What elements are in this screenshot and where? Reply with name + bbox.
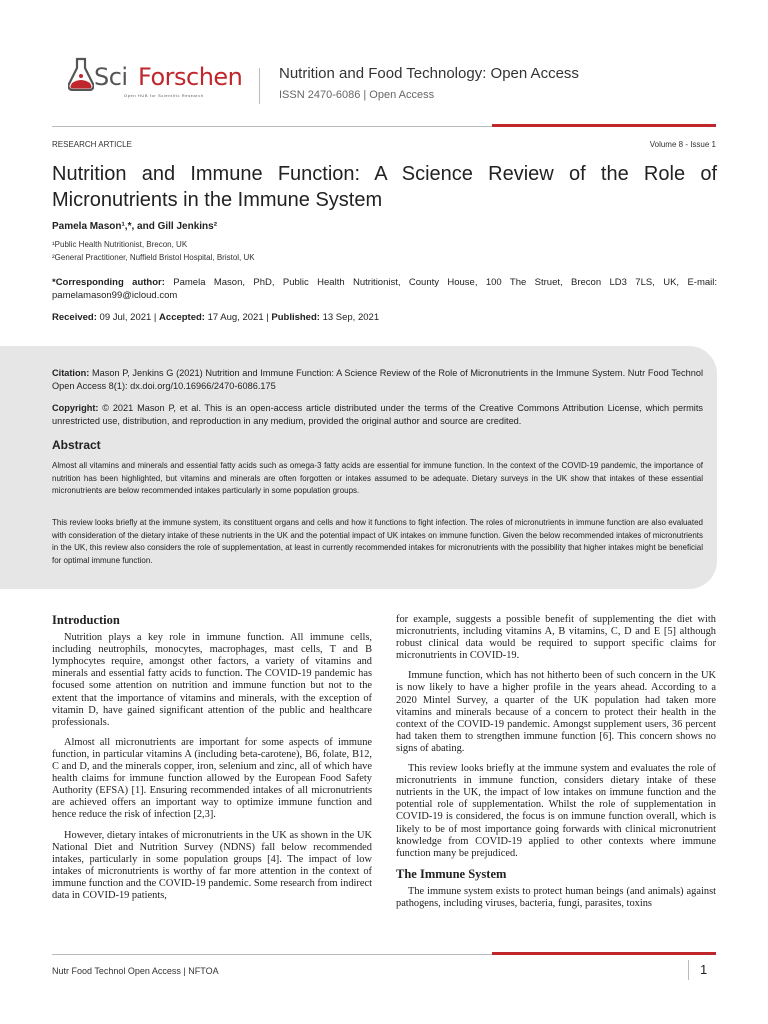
citation-text: Mason P, Jenkins G (2021) Nutrition and Immune Function: A Science Review of the Role of Micronutrients in the Immune System. Nutr Food Technol Open Access 8(1): dx.doi.org/10.16966/2470-6086.175	[52, 368, 703, 391]
immune-system-heading: The Immune System	[396, 866, 507, 881]
body-column-right	[396, 614, 716, 918]
article-title: Nutrition and Immune Function: A Science Review of the Role of Micronutrients in the Immune System	[52, 163, 717, 211]
footer-journal: Nutr Food Technol Open Access | NFTOA	[52, 966, 219, 976]
copyright	[52, 402, 703, 428]
body-paragraph: for example, suggests a possible benefit of supplementing the diet with micronutrients, including vitamins A, B vitamins, C, D and E [5] although robust clinical data would be required to support specific claims for micronutrients in COVID-19.	[396, 614, 716, 662]
body-paragraph: Immune function, which has not hitherto been of such concern in the UK is now likely to have a higher profile in the years ahead. According to a 2020 Mintel Survey, a quarter of the UK population had taken more vitamins and minerals because of a concern to protect their health in the context of the COVID-19 pandemic. Amongst supplement users, 36 percent had taken them to strengthen immune function [6]. This concern shows no signs of abating.	[396, 670, 716, 754]
footer-rule-accent	[492, 952, 716, 955]
received-date: 09 Jul, 2021 |	[96, 312, 160, 323]
volume-issue: Volume 8 - Issue 1	[649, 140, 716, 149]
body-paragraph: Nutrition plays a key role in immune function. All immune cells, including neutrophils, monocytes, macrophages, mast cells, T and B lymphocytes require, amongst other factors, a variety of vitamins and minerals and essential fatty acids to function. The COVID-19 pandemic has focused some attention on nutrition and immune function but not to the extent that the importance of vitamins and minerals, with the exception of vitamin D, have gained significant attention of the public and healthcare professionals.	[52, 632, 372, 728]
page-number: 1	[700, 962, 708, 977]
abstract-paragraph-1: Almost all vitamins and minerals and essential fatty acids such as omega-3 fatty acids are essential for immune function. In the context of the COVID-19 pandemic, the importance of nutrition has been highlighted, but vitamins and minerals are often forgotten or intakes assumed to be adequate. Dietary surveys in the UK show that intakes of these essential micronutrients are below recommended intakes particularly in some population groups.	[52, 461, 703, 496]
body-paragraph: The immune system exists to protect human beings (and animals) against pathogens, including viruses, bacteria, fungi, parasites, toxins	[396, 885, 716, 909]
copyright-label: Copyright:	[52, 403, 99, 413]
published-label: Published:	[271, 312, 320, 323]
abstract-heading: Abstract	[52, 438, 101, 452]
header-rule-accent	[492, 124, 716, 127]
authors: Pamela Mason¹,*, and Gill Jenkins²	[52, 221, 218, 232]
publisher-logo	[68, 55, 246, 103]
introduction-heading: Introduction	[52, 613, 120, 627]
citation-label: Citation:	[52, 368, 90, 378]
accepted-label: Accepted:	[159, 312, 205, 323]
accepted-date: 17 Aug, 2021 |	[204, 312, 272, 323]
body-paragraph: However, dietary intakes of micronutrients in the UK as shown in the UK National Diet and Nutrition Survey (NDNS) fall below recommended intakes, particularly in some population groups [4]. The impact of low intakes of micronutrients is worthy of far more attention in the context of immune function and the COVID-19 pandemic. Some research from indirect data in COVID-19 patients,	[52, 829, 372, 901]
logo-forschen-text: Forschen	[138, 63, 243, 91]
affiliation-1: ¹Public Health Nutritionist, Brecon, UK	[52, 240, 188, 249]
corresponding-author	[52, 276, 717, 302]
received-label: Received:	[52, 312, 97, 323]
header-divider	[259, 68, 260, 104]
published-date: 13 Sep, 2021	[319, 312, 380, 323]
article-dates	[52, 312, 379, 323]
body-column-left	[52, 614, 372, 910]
logo-tagline: Open HUB for Scientific Research	[124, 93, 204, 98]
corr-text: Pamela Mason, PhD, Public Health Nutritionist, County House, 100 The Struet, Brecon LD3 7LS, UK, E-mail: pamelamason99@icloud.com	[52, 277, 718, 301]
article-type: RESEARCH ARTICLE	[52, 140, 132, 149]
affiliation-2: ²General Practitioner, Nuffield Bristol Hospital, Bristol, UK	[52, 253, 255, 262]
abstract-paragraph-2: This review looks briefly at the immune system, its constituent organs and cells and how it functions to fight infection. The roles of micronutrients in immune function are also evaluated with consideration of the dietary intake of these nutrients in the UK and the potential impact of UK intakes on immune function. Given the below recommended intakes of micronutrients in the UK, this review also considers the role of supplementation, at least in currently recommended intakes for micronutrients with the possibility that higher intakes might be beneficial for optimal immune function.	[52, 518, 703, 565]
body-paragraph: This review looks briefly at the immune system and evaluates the role of micronutrients in immune function, considers dietary intake of these nutrients in the UK, the impact of low intakes on immune function and the potential role of supplementation. Whilst the role of supplementation in COVID-19 is considered, the focus is on immune function overall, which is likely to be of most importance going forwards with clinical micronutrient knowledge from COVID-19 applied to other contexts where immune function many be prejudiced.	[396, 763, 716, 859]
logo-sci-text: Sci	[94, 63, 128, 91]
corr-label: *Corresponding author:	[52, 277, 165, 288]
footer-divider	[688, 960, 689, 980]
body-paragraph: Almost all micronutrients are important for some aspects of immune function, in particular vitamins A (including beta-carotene), B6, folate, B12, C and D, and the minerals copper, iron, selenium and zinc, all of which have health claims for immune function allowed by the European Food Safety Authority (EFSA) [1]. Ensuring recommended intakes of all micronutrients are achieved offers an important way to optimize immune function and hence reduce the risk of infection [2,3].	[52, 736, 372, 821]
citation	[52, 367, 703, 393]
copyright-text: © 2021 Mason P, et al. This is an open-access article distributed under the terms of the Creative Commons Attribution License, which permits unrestricted use, distribution, and reproduction in any medium, provided the original author and source are credited.	[52, 403, 703, 426]
header-rule	[52, 126, 492, 127]
footer-rule	[52, 954, 492, 955]
journal-issn: ISSN 2470-6086 | Open Access	[279, 89, 435, 101]
flask-icon	[68, 57, 94, 91]
journal-name: Nutrition and Food Technology: Open Access	[279, 65, 579, 82]
